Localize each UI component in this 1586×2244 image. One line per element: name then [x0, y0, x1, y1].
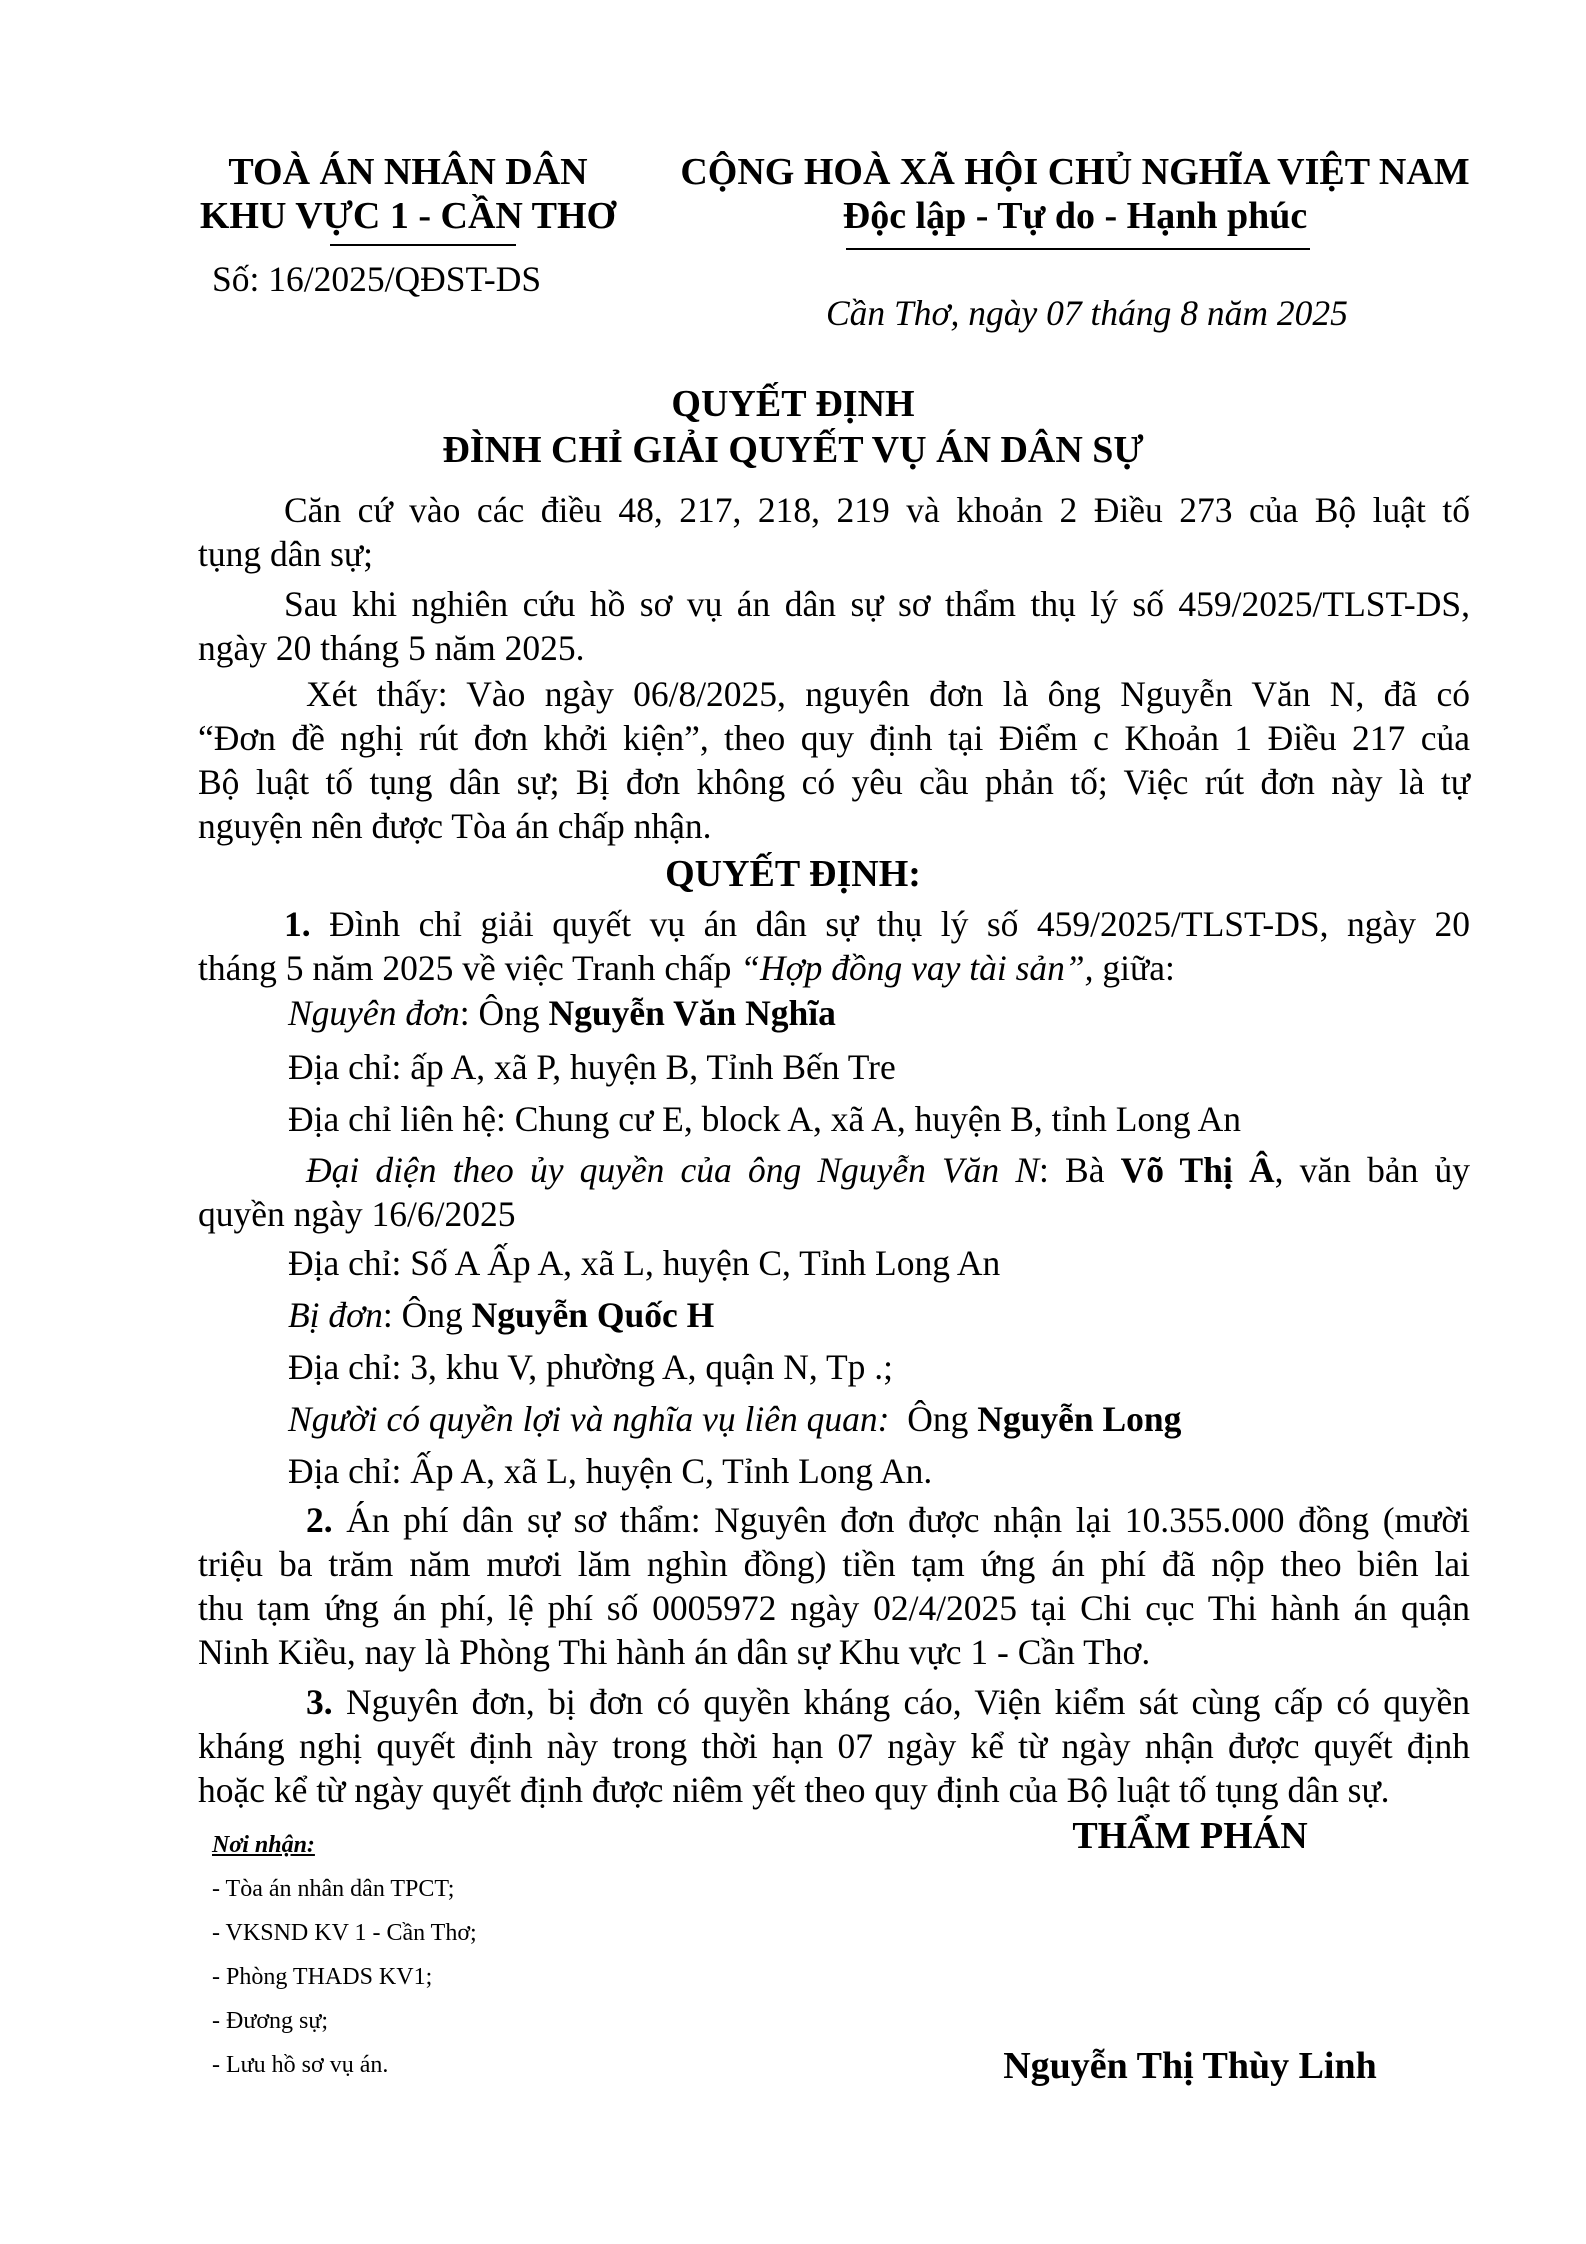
recipient-item: - Đương sự;	[212, 2008, 329, 2034]
plaintiff-contact-address: Địa chỉ liên hệ: Chung cư E, block A, xã A, huyện B, tỉnh Long An	[288, 1099, 1241, 1139]
basis-p2-line2: ngày 20 tháng 5 năm 2025.	[198, 628, 585, 668]
nation-title: CỘNG HOÀ XÃ HỘI CHỦ NGHĨA VIỆT NAM	[680, 151, 1470, 193]
motto-underline	[846, 248, 1310, 250]
related-party-name: Nguyễn Long	[977, 1399, 1182, 1439]
item-2-line4: Ninh Kiều, nay là Phòng Thi hành án dân sự Khu vực 1 - Cần Thơ.	[198, 1632, 1151, 1672]
item-2-line1: Án phí dân sự sơ thẩm: Nguyên đơn được nhận lại 10.355.000 đồng (mười	[346, 1500, 1471, 1540]
basis-p3-line1: Xét thấy: Vào ngày 06/8/2025, nguyên đơn là ông Nguyễn Văn N, đã có	[306, 674, 1470, 714]
defendant-name: Nguyễn Quốc H	[471, 1295, 715, 1335]
representative-prefix: : Bà	[1039, 1150, 1121, 1190]
court-name-line1: TOÀ ÁN NHÂN DÂN	[228, 151, 588, 193]
recipient-item: - VKSND KV 1 - Cần Thơ;	[212, 1920, 477, 1946]
recipient-item: - Lưu hồ sơ vụ án.	[212, 2052, 389, 2078]
plaintiff-row	[288, 992, 836, 1034]
plaintiff-address: Địa chỉ: ấp A, xã P, huyện B, Tỉnh Bến Tre	[288, 1047, 896, 1087]
item-1-line2c: giữa:	[1093, 948, 1175, 988]
representative-line2: quyền ngày 16/6/2025	[198, 1194, 516, 1234]
recipients-label: Nơi nhận:	[212, 1832, 315, 1858]
related-party-address: Địa chỉ: Ấp A, xã L, huyện C, Tỉnh Long An.	[288, 1451, 933, 1491]
decision-number: Số: 16/2025/QĐST-DS	[212, 259, 542, 299]
basis-p3-line2: “Đơn đề nghị rút đơn khởi kiện”, theo quy định tại Điểm c Khoản 1 Điều 217 của	[198, 718, 1470, 758]
basis-p3-line3: Bộ luật tố tụng dân sự; Bị đơn không có yêu cầu phản tố; Việc rút đơn này là tự	[198, 762, 1470, 802]
plaintiff-label: Nguyên đơn	[288, 993, 460, 1033]
decision-item-1	[198, 902, 1470, 990]
decision-item-3	[198, 1680, 1470, 1812]
related-party-row	[288, 1398, 1181, 1440]
defendant-prefix: : Ông	[382, 1295, 472, 1335]
basis-paragraph-1	[198, 488, 1470, 576]
item-2-line3: thu tạm ứng án phí, lệ phí số 0005972 ngày 02/4/2025 tại Chi cục Thi hành án quận	[198, 1588, 1470, 1628]
item-1-case-type: “Hợp đồng vay tài sản”,	[740, 948, 1094, 988]
plaintiff-prefix: : Ông	[459, 993, 549, 1033]
basis-p1-line2: tụng dân sự;	[198, 534, 374, 574]
basis-paragraph-2	[198, 582, 1470, 670]
item-1-line1: Đình chỉ giải quyết vụ án dân sự thụ lý số 459/2025/TLST-DS, ngày 20	[329, 904, 1470, 944]
representative-suffix: , văn bản ủy	[1274, 1150, 1471, 1190]
recipient-item: - Tòa án nhân dân TPCT;	[212, 1876, 455, 1902]
item-1-number: 1.	[284, 904, 311, 944]
plaintiff-name: Nguyễn Văn Nghĩa	[548, 993, 836, 1033]
item-2-line2: triệu ba trăm năm mươi lăm nghìn đồng) tiền tạm ứng án phí đã nộp theo biên lai	[198, 1544, 1470, 1584]
recipient-item: - Phòng THADS KV1;	[212, 1964, 433, 1990]
decision-item-2	[198, 1498, 1470, 1674]
court-underline	[330, 244, 516, 246]
item-3-number: 3.	[306, 1682, 333, 1722]
signer-title: THẨM PHÁN	[1072, 1815, 1308, 1857]
item-1-line2a: tháng 5 năm 2025 về việc Tranh chấp	[198, 948, 741, 988]
related-party-prefix: Ông	[889, 1399, 978, 1439]
nation-motto: Độc lập - Tự do - Hạnh phúc	[842, 195, 1308, 237]
item-3-line3: hoặc kể từ ngày quyết định được niêm yết theo quy định của Bộ luật tố tụng dân sự.	[198, 1770, 1390, 1810]
document-subtitle: ĐÌNH CHỈ GIẢI QUYẾT VỤ ÁN DÂN SỰ	[442, 429, 1144, 471]
basis-p3-line4: nguyện nên được Tòa án chấp nhận.	[198, 806, 712, 846]
basis-paragraph-3	[198, 672, 1470, 848]
item-2-number: 2.	[306, 1500, 333, 1540]
related-party-label: Người có quyền lợi và nghĩa vụ liên quan:	[288, 1399, 890, 1439]
defendant-address: Địa chỉ: 3, khu V, phường A, quận N, Tp .;	[288, 1347, 894, 1387]
signer-name: Nguyễn Thị Thùy Linh	[1003, 2045, 1377, 2087]
representative-label: Đại diện theo ủy quyền của ông Nguyễn Văn N	[306, 1150, 1040, 1190]
defendant-row	[288, 1294, 714, 1336]
representative-paragraph	[198, 1148, 1470, 1236]
document-title: QUYẾT ĐỊNH	[671, 383, 915, 425]
item-3-line2: kháng nghị quyết định này trong thời hạn 07 ngày kể từ ngày nhận được quyết định	[198, 1726, 1470, 1766]
representative-name: Võ Thị Â	[1120, 1150, 1275, 1190]
court-name-line2: KHU VỰC 1 - CẦN THƠ	[199, 195, 617, 237]
item-3-line1: Nguyên đơn, bị đơn có quyền kháng cáo, Viện kiểm sát cùng cấp có quyền	[345, 1682, 1470, 1722]
basis-p1-line1: Căn cứ vào các điều 48, 217, 218, 219 và khoản 2 Điều 273 của Bộ luật tố	[284, 490, 1470, 530]
representative-address: Địa chỉ: Số A Ấp A, xã L, huyện C, Tỉnh Long An	[288, 1243, 1001, 1283]
defendant-label: Bị đơn	[288, 1295, 383, 1335]
place-date: Cần Thơ, ngày 07 tháng 8 năm 2025	[826, 293, 1348, 333]
basis-p2-line1: Sau khi nghiên cứu hồ sơ vụ án dân sự sơ thẩm thụ lý số 459/2025/TLST-DS,	[284, 584, 1470, 624]
decision-heading: QUYẾT ĐỊNH:	[665, 853, 921, 895]
